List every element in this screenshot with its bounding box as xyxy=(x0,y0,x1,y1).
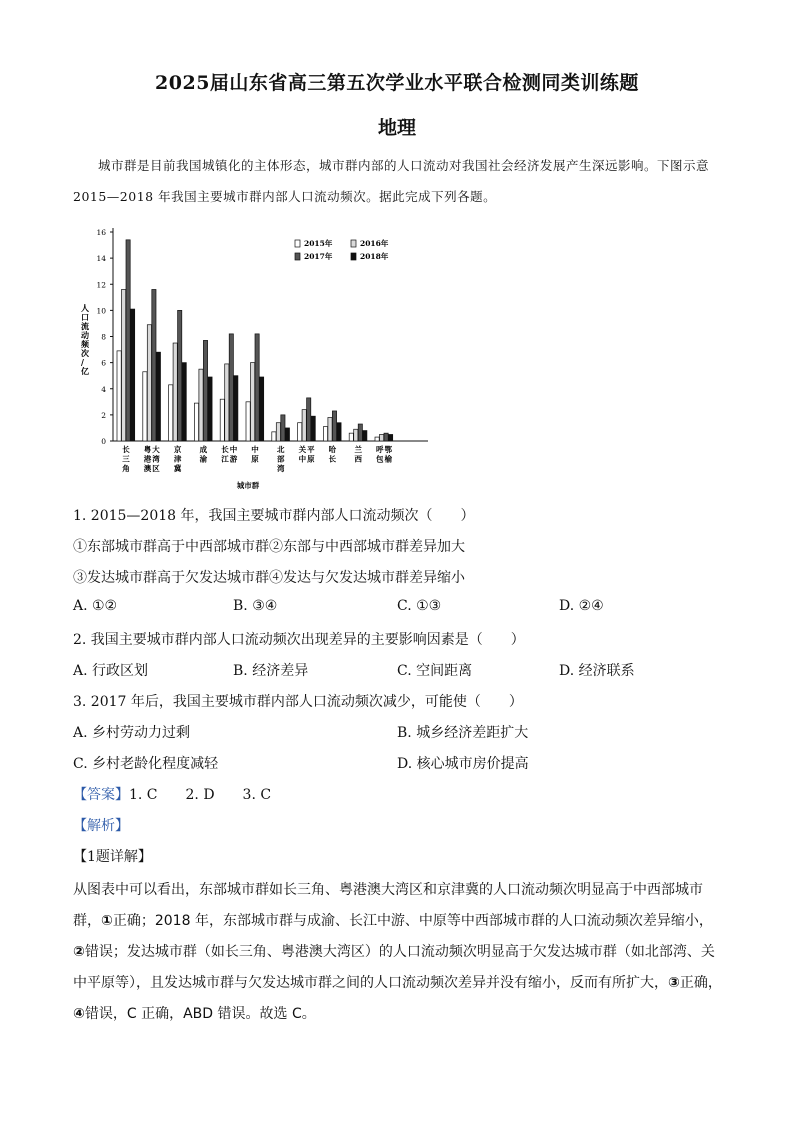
category-label-char: 大 xyxy=(152,445,160,454)
legend-swatch-2018 xyxy=(351,253,356,260)
category-label-char: 港 xyxy=(143,454,152,464)
bar-2016-7 xyxy=(302,410,306,441)
legend-swatch-2015 xyxy=(295,240,300,247)
category-label-char: 中 xyxy=(298,454,307,464)
y-axis-label xyxy=(81,303,90,376)
category-label-char: 包 xyxy=(376,454,384,464)
category-label-char: 游 xyxy=(229,454,238,464)
bar-2016-9 xyxy=(354,429,358,441)
bar-2015-8 xyxy=(323,427,327,441)
category-label-char: 三 xyxy=(122,454,130,464)
category-label-char: 渝 xyxy=(199,454,208,464)
bar-2018-9 xyxy=(363,431,367,441)
category-label-char: 呼 xyxy=(376,445,384,454)
analysis-paragraph xyxy=(73,875,723,1030)
question-1-option-b[interactable]: B. ③④ xyxy=(233,598,278,614)
y-tick-label: 12 xyxy=(96,280,106,290)
bar-2015-7 xyxy=(298,423,302,441)
population-flow-chart xyxy=(73,216,433,496)
y-tick-label: 4 xyxy=(101,384,106,394)
bar-2016-10 xyxy=(380,434,384,441)
bar-2018-3 xyxy=(208,377,212,441)
category-label-char: 北 xyxy=(277,445,285,454)
x-axis-label: 城市群 xyxy=(236,481,260,490)
analysis-tag: 【解析】 xyxy=(73,818,129,834)
analysis-text-5: 错误，C 正确，ABD 错误。故选 C。 xyxy=(84,1006,316,1022)
bar-2018-6 xyxy=(285,428,289,441)
answer-tag: 【答案】 xyxy=(73,787,129,803)
question-3-option-c[interactable]: C. 乡村老龄化程度减轻 xyxy=(73,756,219,772)
question-1-option-a[interactable]: A. ①② xyxy=(73,598,118,614)
bar-2018-7 xyxy=(311,416,315,441)
y-axis-label-char: 次 xyxy=(81,348,89,358)
bar-2016-8 xyxy=(328,417,332,441)
category-label-char: 京 xyxy=(173,445,182,454)
question-3-stem: 3. 2017 年后，我国主要城市群内部人口流动频次减少，可能使（ ） xyxy=(73,694,523,710)
bar-2017-3 xyxy=(203,340,207,441)
bar-2015-3 xyxy=(194,403,198,441)
bar-2017-4 xyxy=(229,334,233,441)
analysis-mark-4: ④ xyxy=(73,1006,85,1022)
category-label-char: 部 xyxy=(277,454,285,464)
bar-2016-4 xyxy=(225,364,229,441)
category-label-char: 榆 xyxy=(384,454,392,464)
category-label-char: 长 xyxy=(328,454,337,464)
question-2-option-d[interactable]: D. 经济联系 xyxy=(559,663,635,679)
bar-2018-2 xyxy=(182,363,186,441)
bar-2016-1 xyxy=(147,325,151,441)
bar-2018-5 xyxy=(260,377,264,441)
category-label-char: 区 xyxy=(152,464,160,473)
y-tick-label: 10 xyxy=(96,306,106,316)
y-tick-label: 16 xyxy=(96,228,106,237)
category-label-char: 平 xyxy=(307,445,315,454)
legend-label-2017: 2017年 xyxy=(304,252,333,261)
bar-2017-6 xyxy=(281,415,285,441)
bar-2015-9 xyxy=(349,433,353,441)
y-tick-label: 2 xyxy=(101,410,106,420)
bar-2015-1 xyxy=(143,372,147,441)
analysis-text-3: 错误；发达城市群（如长三角、粤港澳大湾区）的人口流动频次明显高于欠发达城市群（如北部湾、关中平原等），且发达城市群与欠发达城市群之间的人口流动频次差异并没有缩小，反而有所扩大， xyxy=(73,944,715,991)
bar-2017-0 xyxy=(126,240,130,441)
category-label-char: 澳 xyxy=(143,464,152,473)
bar-2015-4 xyxy=(220,399,224,441)
bar-2015-5 xyxy=(246,402,250,441)
question-2-option-b[interactable]: B. 经济差异 xyxy=(233,663,309,679)
bar-2018-4 xyxy=(234,376,238,441)
category-label-char: 长 xyxy=(122,445,130,454)
y-axis-label-char: 频 xyxy=(81,339,89,349)
bar-2017-10 xyxy=(384,433,388,441)
bar-2018-1 xyxy=(156,352,160,441)
legend-swatch-2016 xyxy=(351,240,356,247)
category-label-char: 西 xyxy=(354,454,362,464)
y-axis-label-char: 流 xyxy=(81,321,89,331)
analysis-text-4: 正确， xyxy=(679,975,722,991)
question-2-option-a[interactable]: A. 行政区划 xyxy=(73,663,149,679)
intro-paragraph: 城市群是目前我国城镇化的主体形态，城市群内部的人口流动对我国社会经济发展产生深远影响。下图示意 2015—2018 年我国主要城市群内部人口流动频次。据此完成下列各题。 xyxy=(73,158,710,204)
question-1-statements-a: ①东部城市群高于中西部城市群②东部与中西部城市群差异加大 xyxy=(73,539,465,555)
category-label-char: 冀 xyxy=(173,464,182,473)
y-axis-label-char: 动 xyxy=(81,330,89,340)
bar-2017-9 xyxy=(358,424,362,441)
y-axis-label-char: 人 xyxy=(81,303,89,313)
category-label-char: 原 xyxy=(251,454,259,464)
question-2-stem: 2. 我国主要城市群内部人口流动频次出现差异的主要影响因素是（ ） xyxy=(73,632,525,648)
answer-text: 1. C 2. D 3. C xyxy=(129,787,272,803)
question-3-option-a[interactable]: A. 乡村劳动力过剩 xyxy=(73,725,191,741)
y-axis-label-char: 亿 xyxy=(81,366,89,376)
bar-2017-2 xyxy=(178,310,182,441)
category-label-char: 成 xyxy=(199,445,208,454)
bar-2015-0 xyxy=(117,351,121,441)
bar-2016-2 xyxy=(173,343,177,441)
analysis-detail-tag: 【1题详解】 xyxy=(73,849,152,865)
analysis-mark-2: ② xyxy=(73,944,85,960)
analysis-mark-3: ③ xyxy=(668,975,680,991)
bar-2015-2 xyxy=(169,385,173,441)
question-1-stem: 1. 2015—2018 年，我国主要城市群内部人口流动频次（ ） xyxy=(73,508,475,524)
category-label-char: 中 xyxy=(229,445,238,454)
y-tick-label: 14 xyxy=(96,254,106,264)
category-label-char: 津 xyxy=(173,454,182,464)
category-label-char: 粤 xyxy=(143,445,152,454)
legend-label-2016: 2016年 xyxy=(360,239,389,248)
legend-swatch-2017 xyxy=(295,253,300,260)
bar-2015-6 xyxy=(272,432,276,441)
analysis-text-2: 正确；2018 年，东部城市群与成渝、长江中游、中原等中西部城市群的人口流动频次差异缩小， xyxy=(112,913,713,929)
bar-2017-8 xyxy=(332,411,336,441)
bar-2016-0 xyxy=(122,289,126,441)
answer-line xyxy=(73,784,271,804)
legend-label-2018: 2018年 xyxy=(360,252,389,261)
question-1-statements-b: ③发达城市群高于欠发达城市群④发达与欠发达城市群差异缩小 xyxy=(73,570,465,586)
category-label-char: 角 xyxy=(122,464,130,473)
bar-2017-7 xyxy=(307,398,311,441)
bar-2016-6 xyxy=(276,423,280,441)
analysis-mark-1: ① xyxy=(101,913,113,929)
category-label-char: 长 xyxy=(221,445,229,454)
question-1-option-d[interactable]: D. ②④ xyxy=(559,598,604,614)
bar-2017-1 xyxy=(152,289,156,441)
bar-2018-8 xyxy=(337,423,341,441)
category-label-char: 湾 xyxy=(152,454,160,464)
bar-2018-10 xyxy=(389,434,393,441)
bar-2016-3 xyxy=(199,369,203,441)
question-3-option-b[interactable]: B. 城乡经济差距扩大 xyxy=(397,725,529,741)
page-subtitle: 地理 xyxy=(377,117,416,139)
category-label-char: 中 xyxy=(251,445,259,454)
question-2-option-c[interactable]: C. 空间距离 xyxy=(397,663,473,679)
analysis-text-1: 从图表中可以看出，东部城市群如长三角、粤港澳大湾区和京津冀的人口流动频次明显高于中西部城市群， xyxy=(73,882,703,929)
category-label-char: 兰 xyxy=(354,445,362,454)
y-tick-label: 8 xyxy=(101,332,106,342)
category-label-char: 江 xyxy=(221,454,229,464)
question-3-option-d[interactable]: D. 核心城市房价提高 xyxy=(397,756,529,772)
y-axis-label-char: 口 xyxy=(81,312,89,322)
y-tick-label: 6 xyxy=(101,358,106,368)
bar-2015-10 xyxy=(375,437,379,441)
legend-label-2015: 2015年 xyxy=(304,239,333,248)
bar-2018-0 xyxy=(131,309,135,441)
question-1-option-c[interactable]: C. ①③ xyxy=(397,598,442,614)
bar-2016-5 xyxy=(251,363,255,441)
category-label-char: 湾 xyxy=(277,464,285,473)
category-label-char: 哈 xyxy=(328,445,337,454)
category-label-char: 鄂 xyxy=(384,445,392,454)
category-label-char: 原 xyxy=(307,454,315,464)
y-axis-label-char: / xyxy=(81,357,84,367)
page-title: 2025届山东省高三第五次学业水平联合检测同类训练题 xyxy=(155,72,639,94)
y-tick-label: 0 xyxy=(101,437,106,446)
category-label-char: 关 xyxy=(298,445,307,454)
bar-2017-5 xyxy=(255,334,259,441)
